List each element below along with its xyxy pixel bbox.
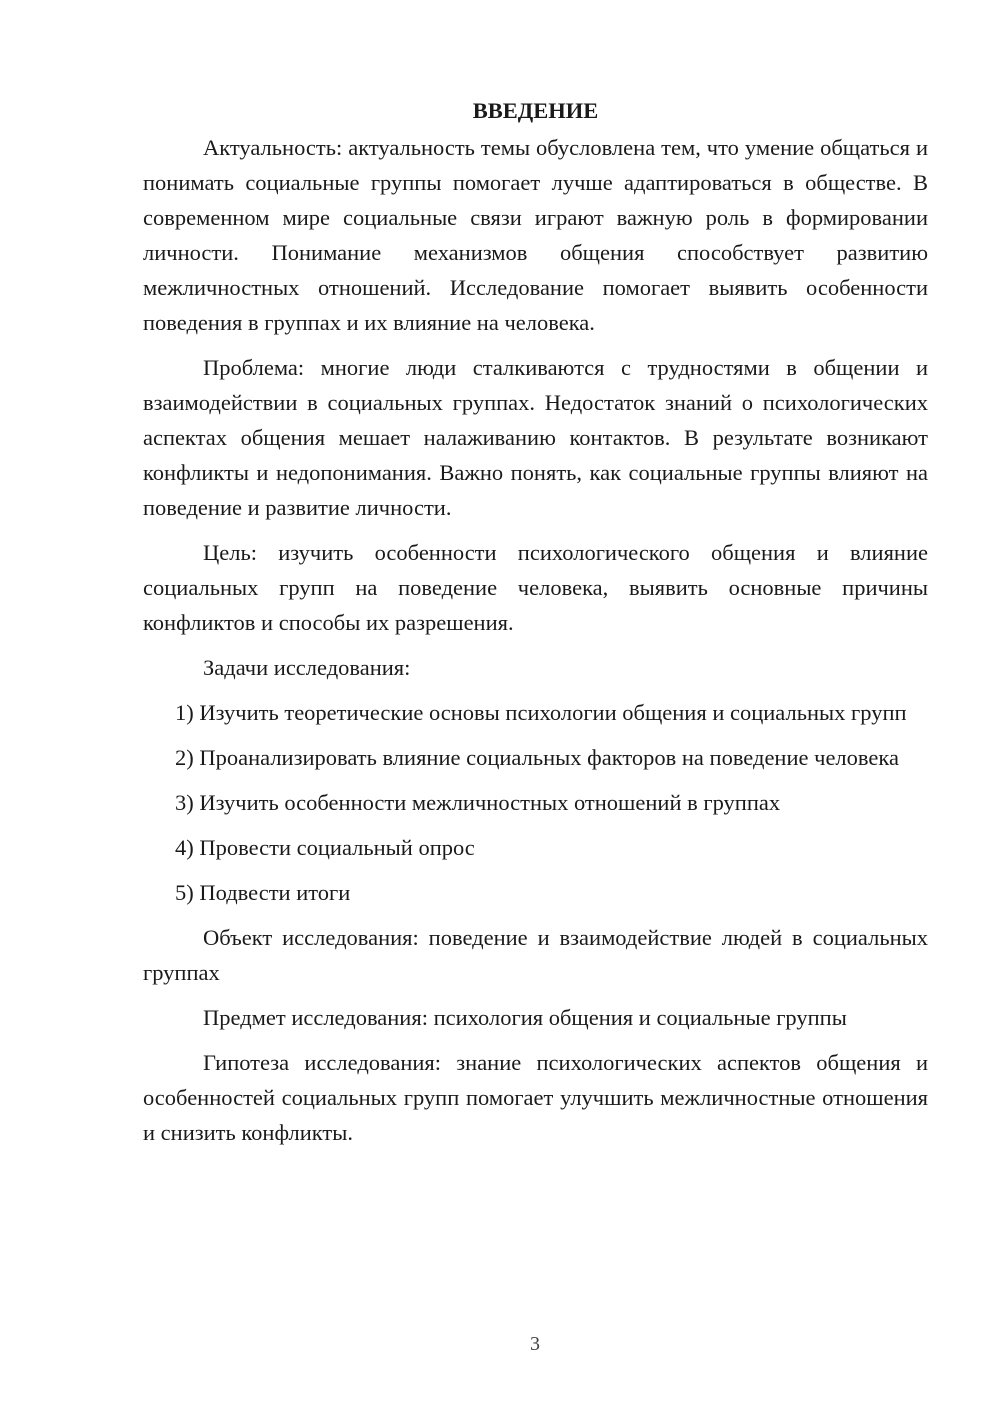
paragraph-object: Объект исследования: поведение и взаимодействие людей в социальных группах bbox=[143, 925, 928, 985]
task-item-4: 4) Провести социальный опрос bbox=[175, 835, 475, 860]
tasks-heading: Задачи исследования: bbox=[203, 655, 411, 680]
task-item-2: 2) Проанализировать влияние социальных факторов на поведение человека bbox=[175, 745, 899, 770]
document-page bbox=[143, 93, 928, 1160]
paragraph-subject: Предмет исследования: психология общения и социальные группы bbox=[203, 1005, 847, 1030]
paragraph-hypothesis: Гипотеза исследования: знание психологических аспектов общения и особенностей социальных групп помогает улучшить межличностные отношения и снизить конфликты. bbox=[143, 1050, 928, 1145]
task-item-5: 5) Подвести итоги bbox=[175, 880, 351, 905]
page-title: ВВЕДЕНИЕ bbox=[472, 98, 599, 123]
task-item-1: 1) Изучить теоретические основы психологии общения и социальных групп bbox=[175, 700, 907, 725]
paragraph-problem: Проблема: многие люди сталкиваются с трудностями в общении и взаимодействии в социальных группах. Недостаток знаний о психологических аспектах общения мешает налаживанию контактов. В результате возникают конфликты и недопонимания. Важно понять, как социальные группы влияют на поведение и развитие личности. bbox=[143, 355, 928, 520]
paragraph-goal: Цель: изучить особенности психологического общения и влияние социальных групп на поведение человека, выявить основные причины конфликтов и способы их разрешения. bbox=[143, 540, 928, 635]
task-item-3: 3) Изучить особенности межличностных отношений в группах bbox=[175, 790, 781, 815]
page-number: 3 bbox=[530, 1333, 540, 1355]
paragraph-relevance: Актуальность: актуальность темы обусловлена тем, что умение общаться и понимать социальные группы помогает лучше адаптироваться в обществе. В современном мире социальные связи играют важную роль в формировании личности. Понимание механизмов общения способствует развитию межличностных отношений. Исследование помогает выявить особенности поведения в группах и их влияние на человека. bbox=[143, 135, 928, 335]
